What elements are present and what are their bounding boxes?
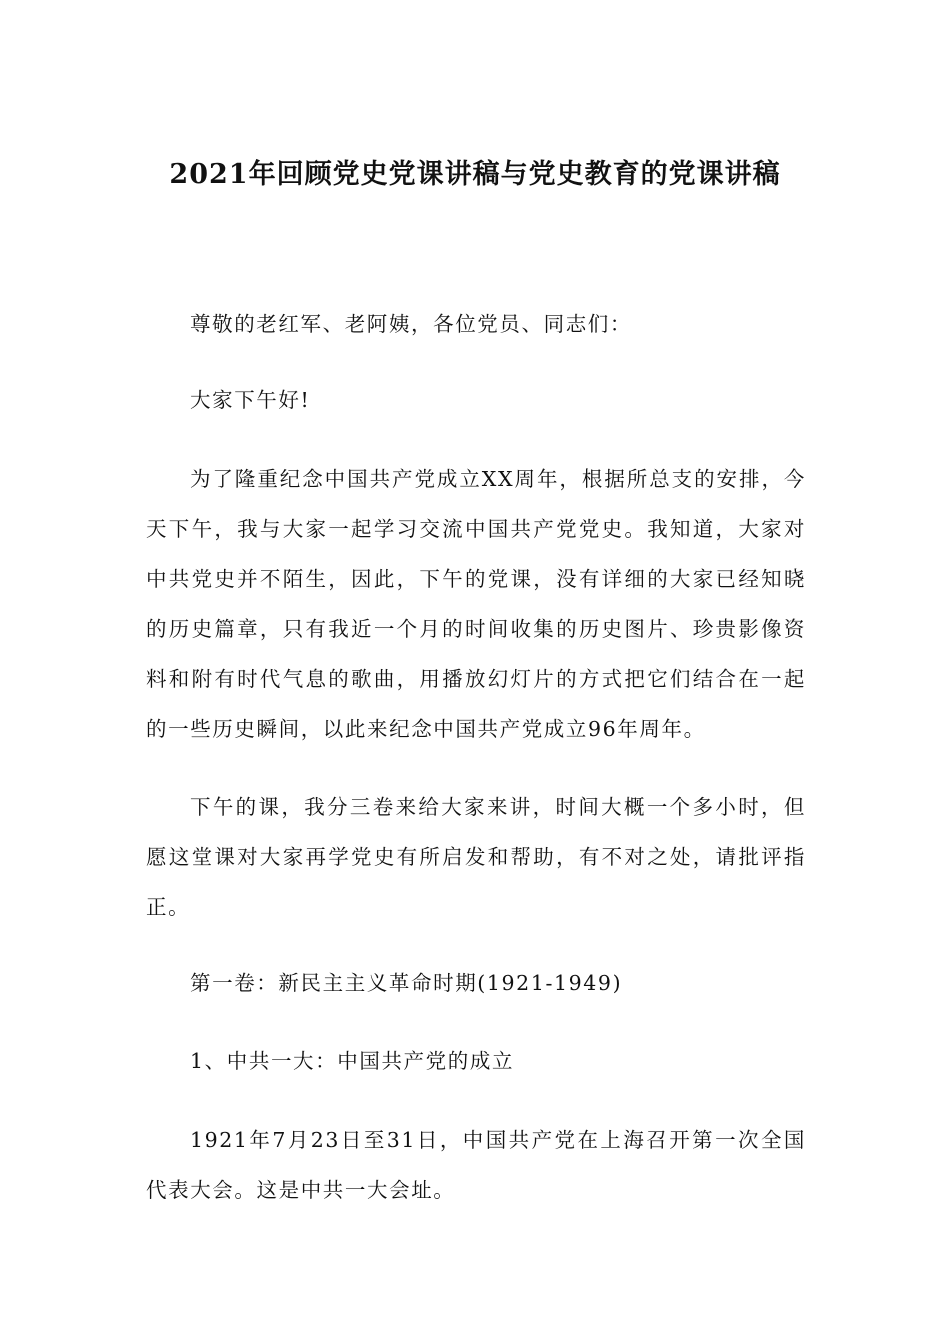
section-heading-volume-one: 第一卷：新民主主义革命时期(1921-1949) [190,971,623,995]
first-congress-paragraph: 1921年7月23日至31日，中国共产党在上海召开第一次全国代表大会。这是中共一大会址。 [146,1128,806,1202]
salutation-paragraph: 尊敬的老红军、老阿姨，各位党员、同志们： [190,312,632,336]
document-title: 2021年回顾党史党课讲稿与党史教育的党课讲稿 [169,159,781,190]
intro-paragraph: 为了隆重纪念中国共产党成立XX周年，根据所总支的安排，今天下午，我与大家一起学习交流中国共产党党史。我知道，大家对中共党史并不陌生，因此，下午的党课，没有详细的大家已经知晓的历史篇章，只有我近一个月的时间收集的历史图片、珍贵影像资料和附有时代气息的歌曲，用播放幻灯片的方式把它们结合在一起的一些历史瞬间，以此来纪念中国共产党成立96年周年。 [146,467,806,741]
greeting-paragraph: 大家下午好! [190,388,311,412]
subsection-heading-first-congress: 1、中共一大：中国共产党的成立 [190,1049,515,1073]
course-plan-paragraph: 下午的课，我分三卷来给大家来讲，时间大概一个多小时，但愿这堂课对大家再学党史有所启发和帮助，有不对之处，请批评指正。 [146,795,806,919]
